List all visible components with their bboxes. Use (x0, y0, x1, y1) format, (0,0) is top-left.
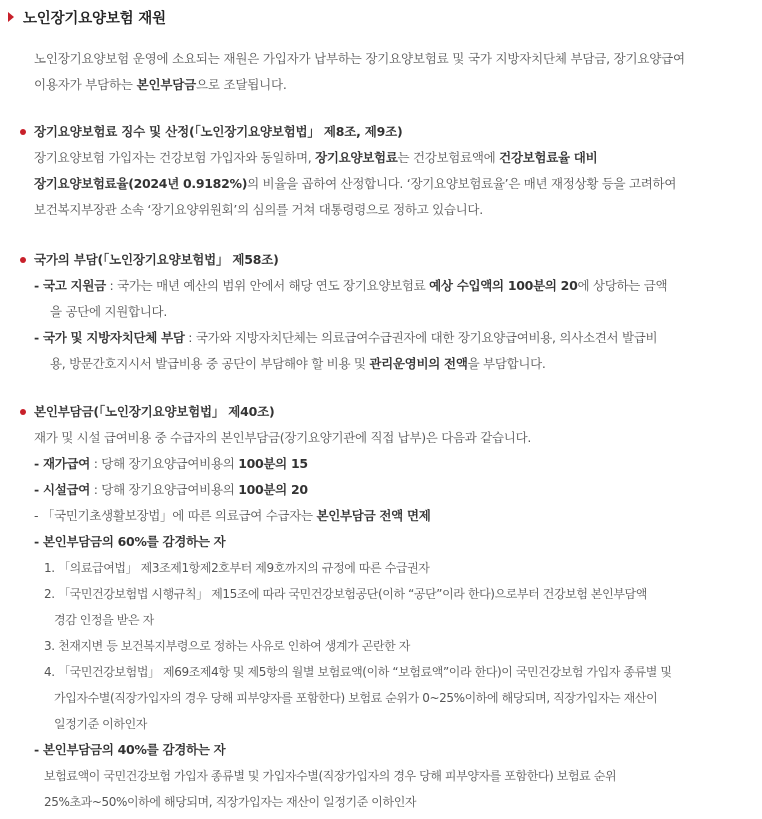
page-title: 노인장기요양보험 재원 (23, 10, 166, 27)
sub-text: 보험료액이 국민건강보험 가입자 종류별 및 가입자수별(직장가입자의 경우 당해 피부양자를 포함한다) 보험료 순위 (44, 769, 617, 783)
numbered-item-continuation: 경감 인정을 받은 자 (54, 613, 154, 627)
intro-paragraph (34, 46, 754, 98)
red-dot-icon (20, 257, 26, 263)
list-item: - 본인부담금의 60%를 감경하는 자 (34, 534, 226, 549)
list-item: - 국고 지원금 : 국가는 매년 예산의 범위 안에서 해당 연도 장기요양보험료 예상 수입액의 100분의 20에 상당하는 금액 (34, 278, 668, 293)
section-line: 보건복지부장관 소속 ‘장기요양위원회’의 심의를 거쳐 대통령령으로 정하고 있습니다. (34, 202, 483, 217)
section-national-burden (20, 247, 755, 377)
red-dot-icon (20, 409, 26, 415)
numbered-item: 4. 「국민건강보험법」 제69조제4항 및 제5항의 월별 보험료액(이하 “보험료액”이라 한다)이 국민건강보험 가입자 종류별 및 (44, 665, 672, 679)
intro-line-1: 노인장기요양보험 운영에 소요되는 재원은 가입자가 납부하는 장기요양보험료 및 국가 지방자치단체 부담금, 장기요양급여 (34, 51, 685, 66)
numbered-item: 1. 「의료급여법」 제3조제1항제2호부터 제9호까지의 규정에 따른 수급권자 (44, 561, 430, 575)
red-dot-icon (20, 129, 26, 135)
list-item: - 국가 및 지방자치단체 부담 : 국가와 지방자치단체는 의료급여수급권자에 대한 장기요양급여비용, 의사소견서 발급비 (34, 330, 658, 345)
intro-line-2: 이용자가 부담하는 본인부담금으로 조달됩니다. (34, 77, 287, 92)
list-item: - 「국민기초생활보장법」에 따른 의료급여 수급자는 본인부담금 전액 면제 (34, 508, 431, 523)
list-item: - 시설급여 : 당해 장기요양급여비용의 100분의 20 (34, 482, 308, 497)
page-heading (8, 7, 166, 27)
intro-bold-text: 본인부담금 (136, 77, 196, 92)
triangle-arrow-icon (8, 12, 14, 22)
section-line: 장기요양보험료율(2024년 0.9182%)의 비율을 곱하여 산정합니다. ‘장기요양보험료율’은 매년 재정상황 등을 고려하여 (34, 176, 677, 191)
numbered-item-continuation: 일정기준 이하인자 (54, 717, 147, 731)
list-item: - 재가급여 : 당해 장기요양급여비용의 100분의 15 (34, 456, 308, 471)
numbered-item: 2. 「국민건강보험법 시행규칙」 제15조에 따라 국민건강보험공단(이하 “공단”이라 한다)으로부터 건강보험 본인부담액 (44, 587, 647, 601)
section-copayment (20, 399, 755, 815)
list-item: - 본인부담금의 40%를 감경하는 자 (34, 742, 226, 757)
section-premium (20, 119, 755, 223)
section-heading: 국가의 부담(「노인장기요양보험법」 제58조) (20, 247, 755, 273)
section-line: 재가 및 시설 급여비용 중 수급자의 본인부담금(장기요양기관에 직접 납부)은 다음과 같습니다. (34, 430, 532, 445)
numbered-item: 3. 천재지변 등 보건복지부령으로 정하는 사유로 인하여 생계가 곤란한 자 (44, 639, 410, 653)
numbered-item-continuation: 가입자수별(직장가입자의 경우 당해 피부양자를 포함한다) 보험료 순위가 0~25%이하에 해당되며, 직장가입자는 재산이 (54, 691, 658, 705)
list-item-continuation: 을 공단에 지원합니다. (50, 304, 167, 319)
section-heading: 본인부담금(「노인장기요양보험법」 제40조) (20, 399, 755, 425)
list-item-continuation: 용, 방문간호지시서 발급비용 중 공단이 부담해야 할 비용 및 관리운영비의 전액을 부담합니다. (50, 356, 546, 371)
section-heading: 장기요양보험료 징수 및 산정(「노인장기요양보험법」 제8조, 제9조) (20, 119, 755, 145)
section-line: 장기요양보험 가입자는 건강보험 가입자와 동일하며, 장기요양보험료는 건강보험료액에 건강보험료율 대비 (34, 150, 598, 165)
sub-text: 25%초과~50%이하에 해당되며, 직장가입자는 재산이 일정기준 이하인자 (44, 795, 417, 809)
